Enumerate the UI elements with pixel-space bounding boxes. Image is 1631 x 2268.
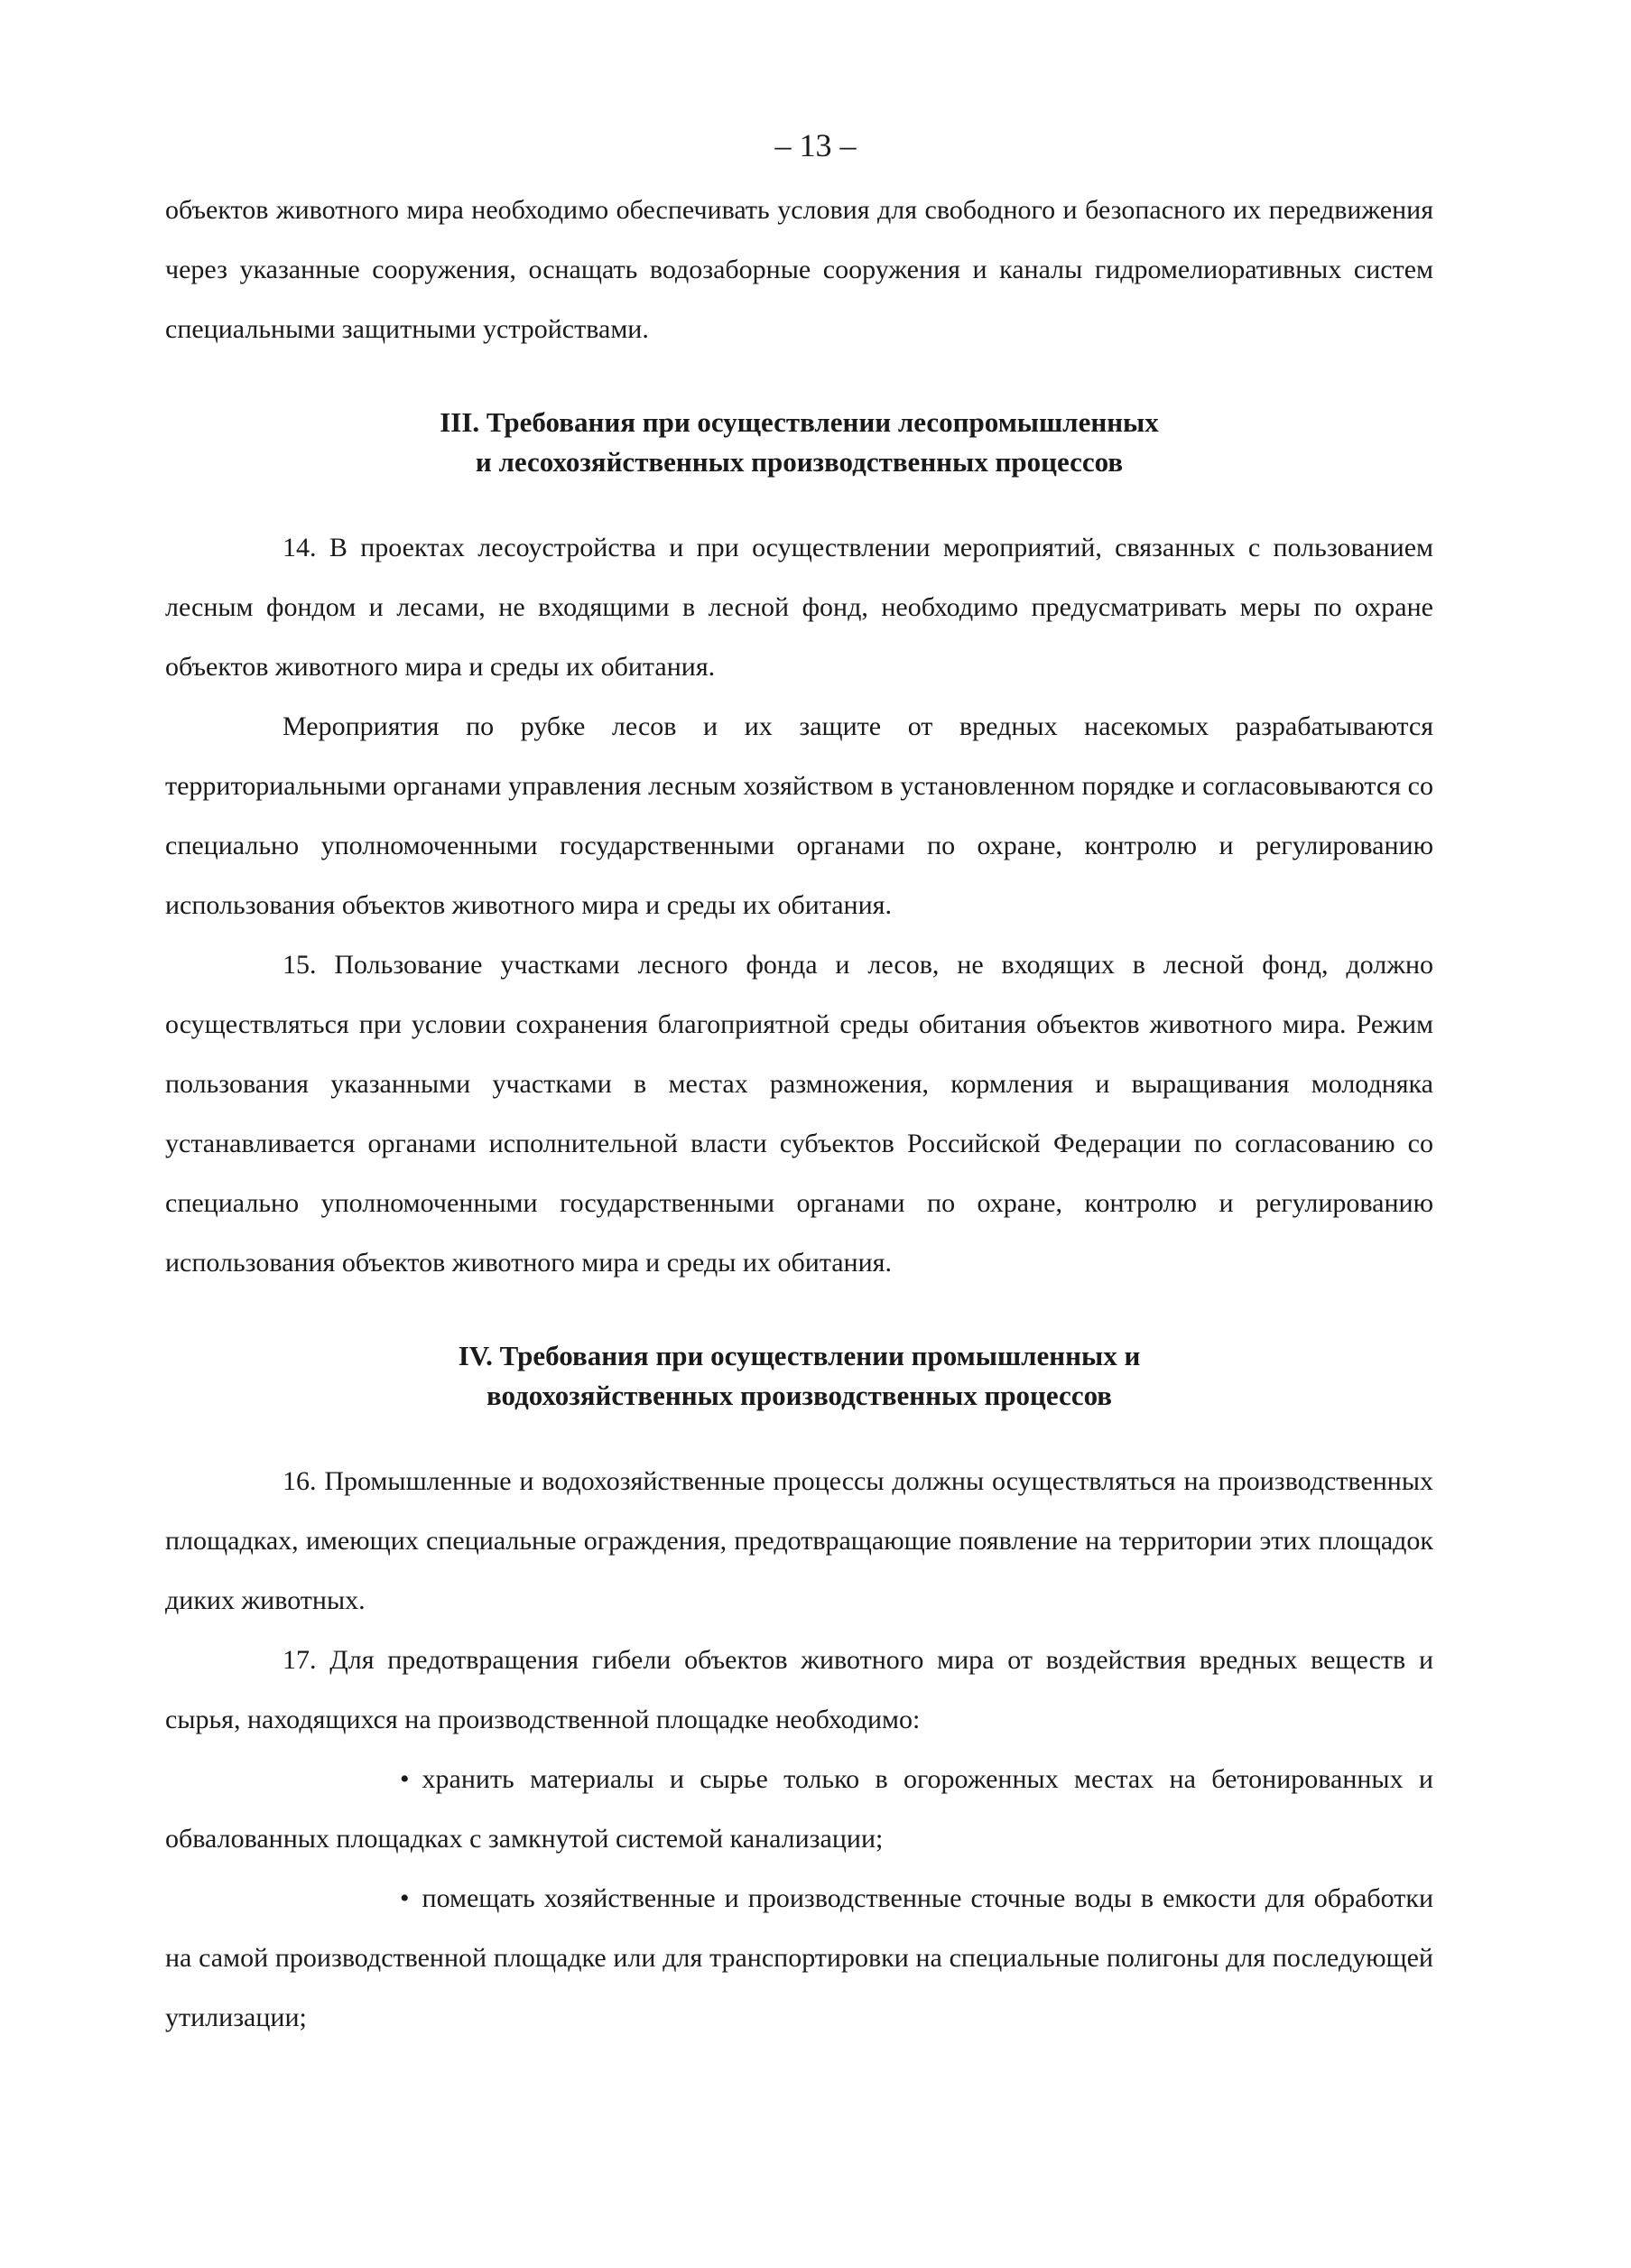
section-3-heading — [165, 403, 1433, 482]
section-4-heading — [165, 1336, 1433, 1416]
section-3-title-line-2: и лесохозяйственных производственных процессов — [475, 446, 1124, 478]
bullet-icon: • — [400, 1883, 410, 1913]
document-body — [165, 181, 1433, 2048]
page-number: – 13 – — [774, 127, 857, 163]
paragraph-15: 15. Пользование участками лесного фонда и лесов, не входящих в лесной фонд, должно осуществляться при условии сохранения благоприятной среды обитания объектов животного мира. Режим пользования указанными участками в местах размножения, кормления и выращивания молодняка устанавливается органами исполнительной власти субъектов Российской Федерации по согласованию со специально уполномоченными государственными органами по охране, контролю и регулированию использования объектов животного мира и среды их обитания. — [165, 950, 1433, 1278]
section-4-title-line-1: IV. Требования при осуществлении промышленных и — [458, 1340, 1141, 1371]
bullet-icon: • — [400, 1764, 410, 1794]
list-item-text: помещать хозяйственные и производственные сточные воды в емкости для обработки на самой производственной площадке или для транспортировки на специальные полигоны для последующей утилизации; — [165, 1883, 1433, 2032]
list-item — [165, 1750, 1433, 1869]
list-item-text: хранить материалы и сырье только в огороженных местах на бетонированных и обвалованных площадках с замкнутой системой канализации; — [165, 1764, 1433, 1854]
section-3-title-line-1: III. Требования при осуществлении лесопромышленных — [440, 406, 1159, 438]
paragraph-14: 14. В проектах лесоустройства и при осуществлении мероприятий, связанных с пользованием лесным фондом и лесами, не входящими в лесной фонд, необходимо предусматривать меры по охране объектов животного мира и среды их обитания. — [165, 533, 1433, 682]
section-4-title-line-2: водохозяйственных производственных процессов — [486, 1380, 1113, 1411]
paragraph-14-continued: Мероприятия по рубке лесов и их защите от вредных насекомых разрабатываются территориальными органами управления лесным хозяйством в установленном порядке и согласовываются со специально уполномоченными государственными органами по охране, контролю и регулированию использования объектов животного мира и среды их обитания. — [165, 711, 1433, 920]
paragraph-17: 17. Для предотвращения гибели объектов животного мира от воздействия вредных веществ и сырья, находящихся на производственной площадке необходимо: — [165, 1645, 1433, 1734]
paragraph-16: 16. Промышленные и водохозяйственные процессы должны осуществляться на производственных площадках, имеющих специальные ограждения, предотвращающие появление на территории этих площадок диких животных. — [165, 1466, 1433, 1615]
paragraph-continued: объектов животного мира необходимо обеспечивать условия для свободного и безопасного их передвижения через указанные сооружения, оснащать водозаборные сооружения и каналы гидромелиоративных систем специальными защитными устройствами. — [165, 195, 1433, 344]
list-item — [165, 1869, 1433, 2048]
